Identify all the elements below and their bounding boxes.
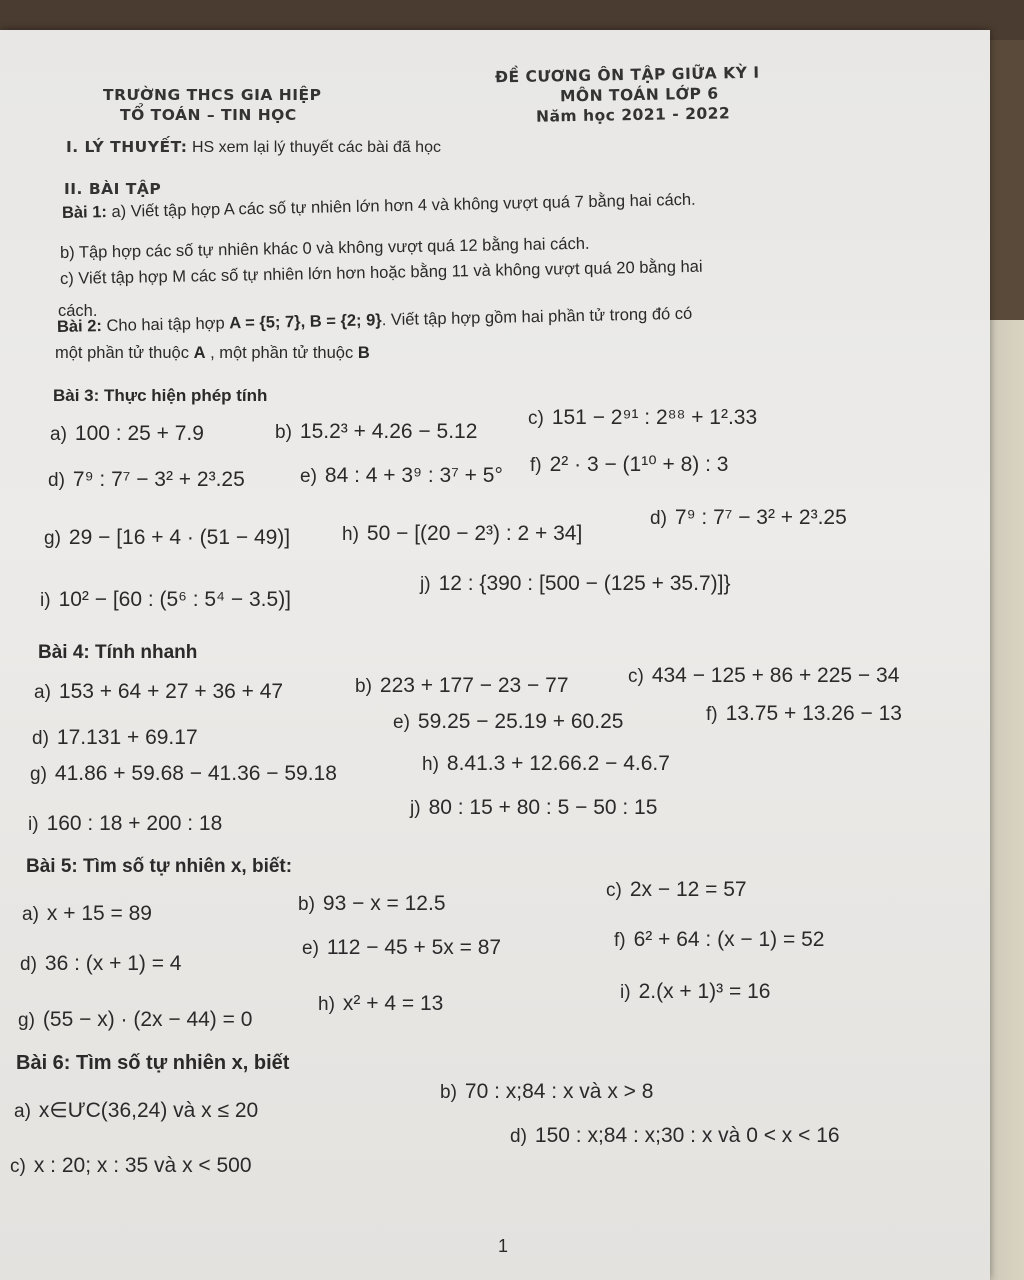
item-expression: 15.2³ + 4.26 − 5.12: [299, 420, 478, 443]
bai3-item-j: [420, 572, 730, 596]
item-label: a): [50, 424, 67, 445]
bai2-label: Bài 2:: [56, 317, 103, 336]
item-expression: 153 + 64 + 27 + 36 + 47: [58, 680, 284, 703]
item-expression: 41.86 + 59.68 − 41.36 − 59.18: [54, 762, 337, 785]
item-label: h): [318, 994, 335, 1015]
item-expression: 150 : x;84 : x;30 : x và 0 < x < 16: [534, 1124, 840, 1147]
item-expression: 2x − 12 = 57: [629, 878, 747, 901]
bai5-item-a: [22, 902, 152, 926]
bai4-item-j: [410, 796, 657, 820]
item-label: b): [440, 1082, 457, 1103]
bai3-item-a: [50, 422, 204, 446]
item-label: b): [355, 676, 372, 697]
section-theory: [66, 138, 441, 157]
item-label: f): [706, 704, 718, 725]
bai5-item-d: [20, 952, 181, 976]
bai5-item-i: [620, 980, 770, 1004]
bai5-item-g: [18, 1008, 252, 1032]
bai3-item-d-repeat: [650, 506, 847, 530]
worksheet-page: [0, 30, 990, 1280]
bai4-item-f: [706, 702, 902, 726]
item-label: b): [275, 422, 292, 443]
bai4-item-h: [422, 752, 670, 776]
item-label: e): [302, 938, 319, 959]
bai1-label: Bài 1:: [61, 203, 108, 222]
item-expression: 112 − 45 + 5x = 87: [326, 936, 502, 959]
item-expression: 160 : 18 + 200 : 18: [46, 812, 223, 835]
item-expression: x∈ƯC(36,24) và x ≤ 20: [38, 1099, 259, 1122]
section-exercises-heading: II. BÀI TẬP: [64, 180, 162, 198]
item-expression: 13.75 + 13.26 − 13: [725, 702, 902, 725]
bai6-item-a: [14, 1098, 258, 1123]
bai4-item-c: [628, 664, 899, 688]
bai6-item-c: [10, 1154, 252, 1178]
item-expression: 50 − [(20 − 2³) : 2 + 34]: [366, 522, 583, 545]
bai3-item-h: [342, 522, 582, 546]
item-label: a): [14, 1101, 31, 1122]
item-expression: 12 : {390 : [500 − (125 + 35.7)]}: [438, 572, 731, 595]
item-expression: 2.(x + 1)³ = 16: [638, 980, 771, 1003]
item-expression: 59.25 − 25.19 + 60.25: [417, 710, 624, 733]
bai4-item-i: [28, 812, 222, 836]
item-label: g): [44, 528, 61, 549]
item-label: d): [650, 508, 667, 529]
item-label: d): [32, 728, 49, 749]
item-label: j): [420, 574, 431, 595]
bai5-item-f: [614, 928, 824, 952]
item-label: a): [34, 682, 51, 703]
bai1-c1: c) Viết tập hợp M các số tự nhiên lớn hơn hoặc bằng 11 và không vượt quá 20 bằng hai: [59, 257, 703, 288]
bai3-item-d: [48, 468, 245, 492]
item-label: i): [40, 590, 51, 611]
page-number: 1: [498, 1236, 509, 1256]
bai2-set-a: A: [193, 344, 206, 362]
bai2-sets: A = {5; 7}, B = {2; 9}: [229, 311, 382, 333]
item-label: b): [298, 894, 315, 915]
item-label: c): [10, 1156, 26, 1177]
bai2-line2: [55, 344, 370, 363]
item-label: f): [530, 455, 542, 476]
bai6-item-d: [510, 1124, 840, 1148]
item-expression: 6² + 64 : (x − 1) = 52: [633, 928, 825, 951]
item-expression: 29 − [16 + 4 · (51 − 49)]: [68, 526, 291, 549]
bai4-item-b: [355, 674, 569, 698]
item-expression: 80 : 15 + 80 : 5 − 50 : 15: [428, 796, 658, 819]
bai2-set-b: B: [357, 344, 370, 362]
item-label: c): [528, 408, 544, 429]
bai2-line1: [57, 305, 693, 337]
section-theory-text: HS xem lại lý thuyết các bài đã học: [191, 139, 441, 156]
item-label: d): [20, 954, 37, 975]
item-expression: 84 : 4 + 3⁹ : 3⁷ + 5°: [324, 464, 503, 487]
item-label: a): [22, 904, 39, 925]
item-expression: x : 20; x : 35 và x < 500: [33, 1154, 252, 1177]
item-label: d): [510, 1126, 527, 1147]
item-label: i): [620, 982, 631, 1003]
item-expression: 2² · 3 − (1¹⁰ + 8) : 3: [549, 453, 729, 476]
item-label: g): [18, 1010, 35, 1031]
bai6-title: Bài 6: Tìm số tự nhiên x, biết: [16, 1052, 290, 1074]
item-expression: x² + 4 = 13: [342, 992, 444, 1015]
item-expression: 93 − x = 12.5: [322, 892, 446, 915]
bai4-item-a: [34, 680, 283, 704]
item-expression: 434 − 125 + 86 + 225 − 34: [651, 664, 900, 687]
school-year: Năm học 2021 - 2022: [535, 104, 731, 126]
bai1-c2: cách.: [58, 302, 98, 320]
item-expression: 100 : 25 + 7.9: [74, 422, 204, 445]
bai2-text1: Cho hai tập hợp: [106, 314, 225, 335]
item-expression: 36 : (x + 1) = 4: [44, 952, 182, 975]
school-name: TRƯỜNG THCS GIA HIỆP: [103, 86, 322, 104]
bai1-b: b) Tập hợp các số tự nhiên khác 0 và không vượt quá 12 bằng hai cách.: [59, 234, 590, 262]
item-expression: 8.41.3 + 12.66.2 − 4.6.7: [446, 752, 670, 775]
department-name: TỔ TOÁN – TIN HỌC: [120, 106, 297, 124]
item-label: e): [300, 466, 317, 487]
item-expression: 17.131 + 69.17: [56, 726, 198, 749]
subject-title: MÔN TOÁN LỚP 6: [559, 84, 719, 106]
bai3-item-i: [40, 588, 291, 612]
bai3-item-b: [275, 420, 477, 444]
bai3-item-g: [44, 526, 290, 550]
bai3-title: Bài 3: Thực hiện phép tính: [53, 386, 268, 405]
item-expression: 151 − 2⁹¹ : 2⁸⁸ + 1².33: [551, 406, 758, 429]
bai3-item-f: [530, 452, 728, 477]
item-label: f): [614, 930, 626, 951]
bai6-item-b: [440, 1080, 653, 1104]
bai5-title: Bài 5: Tìm số tự nhiên x, biết:: [26, 856, 293, 877]
item-expression: 70 : x;84 : x và x > 8: [464, 1080, 654, 1103]
bai5-item-e: [302, 936, 501, 960]
bai2-text2: . Viết tập hợp gồm hai phần tử trong đó có: [381, 304, 693, 330]
bai3-item-e: [300, 464, 503, 488]
item-label: c): [606, 880, 622, 901]
item-label: j): [410, 798, 421, 819]
item-expression: 223 + 177 − 23 − 77: [379, 674, 569, 697]
section-theory-heading: I. LÝ THUYẾT:: [66, 138, 188, 156]
bai1-a: a) Viết tập hợp A các số tự nhiên lớn hơn 4 và không vượt quá 7 bằng hai cách.: [111, 190, 696, 221]
item-expression: 7⁹ : 7⁷ − 3² + 2³.25: [674, 506, 847, 529]
item-label: h): [342, 524, 359, 545]
bai4-item-e: [393, 710, 623, 734]
bai4-title: Bài 4: Tính nhanh: [38, 642, 198, 663]
item-label: d): [48, 470, 65, 491]
item-expression: (55 − x) · (2x − 44) = 0: [42, 1008, 253, 1031]
item-label: c): [628, 666, 644, 687]
bai5-item-c: [606, 878, 747, 902]
item-expression: 7⁹ : 7⁷ − 3² + 2³.25: [72, 468, 245, 491]
item-expression: x + 15 = 89: [46, 902, 152, 925]
bai2-text4: , một phần tử thuộc: [210, 344, 354, 362]
bai4-item-g: [30, 762, 337, 786]
item-label: e): [393, 712, 410, 733]
item-expression: 10² − [60 : (5⁶ : 5⁴ − 3.5)]: [58, 588, 292, 611]
bai5-item-b: [298, 892, 446, 916]
bai4-item-d: [32, 726, 198, 750]
item-label: g): [30, 764, 47, 785]
bai5-item-h: [318, 992, 443, 1016]
bai3-item-c: [528, 406, 757, 430]
document-title: ĐỀ CƯƠNG ÔN TẬP GIỮA KỲ I: [494, 63, 760, 87]
item-label: h): [422, 754, 439, 775]
bai2-text3: một phần tử thuộc: [55, 344, 189, 362]
item-label: i): [28, 814, 39, 835]
